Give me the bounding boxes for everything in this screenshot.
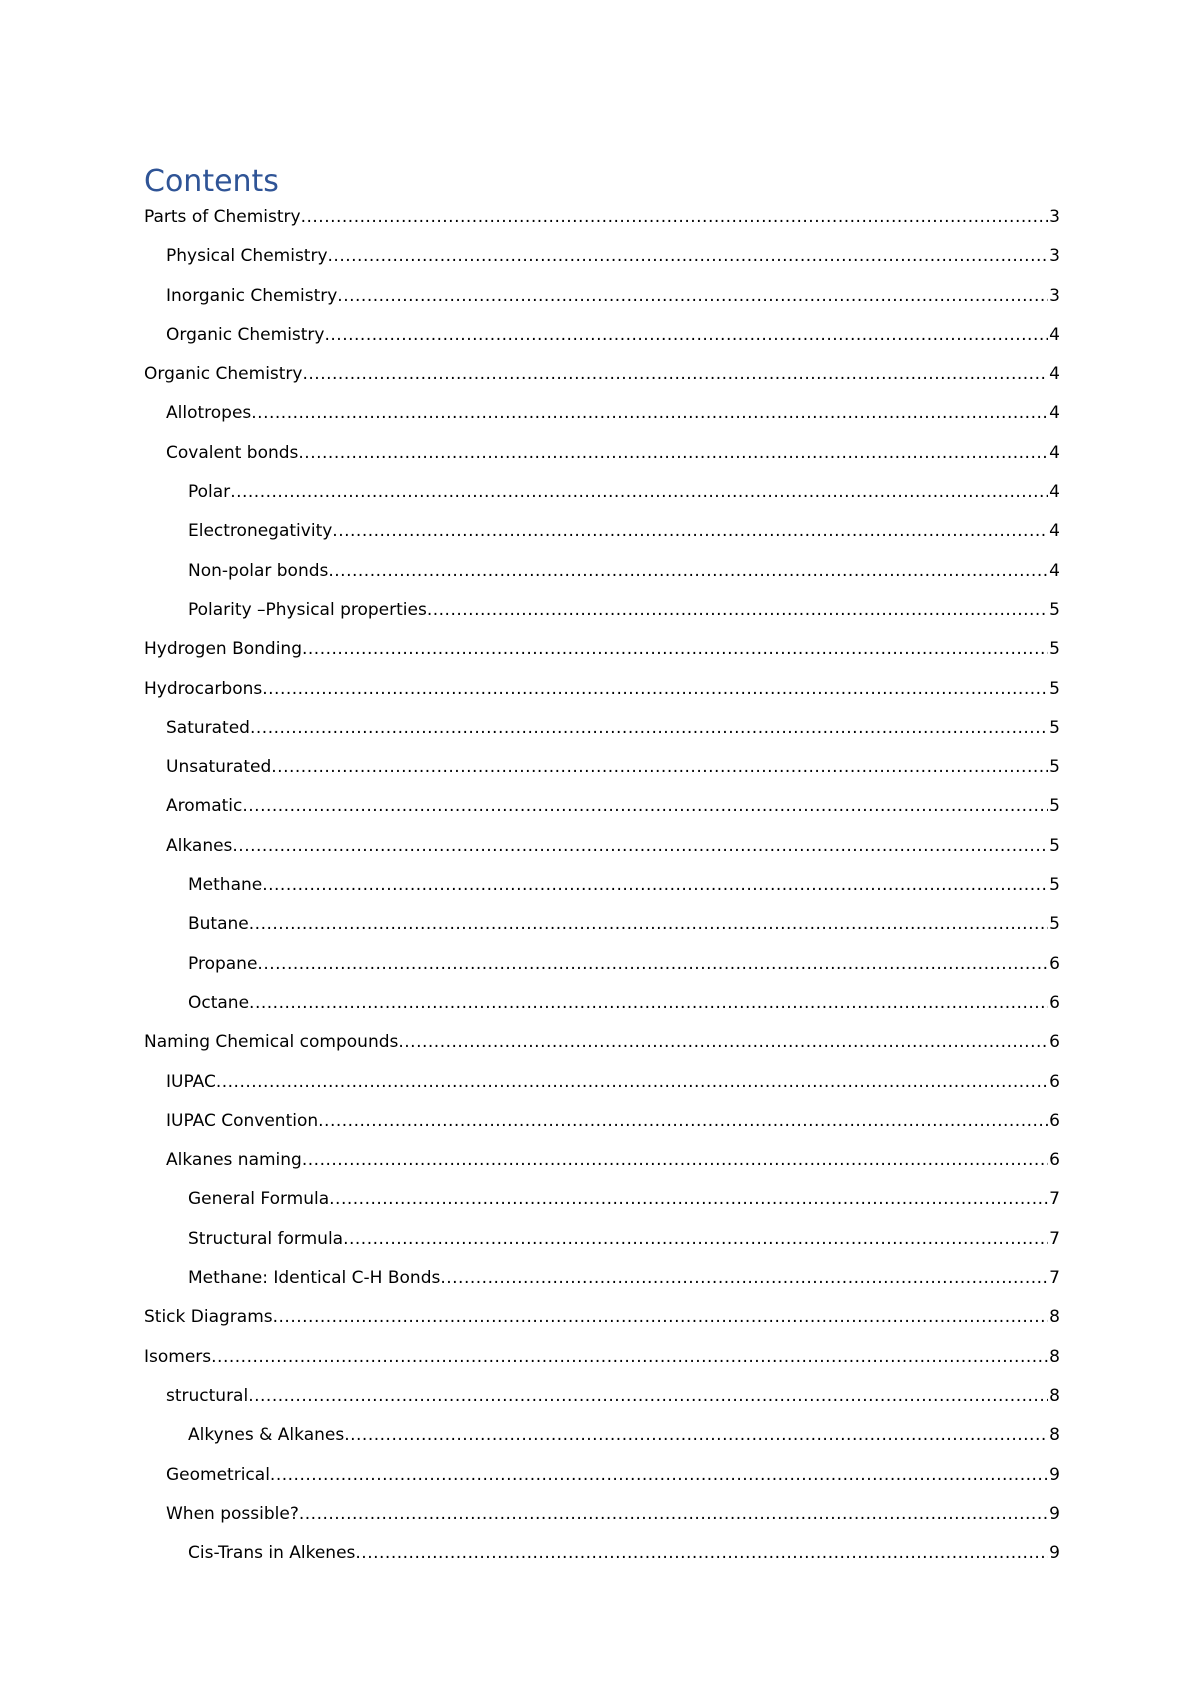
toc-dot-leader xyxy=(232,835,1048,857)
toc-dot-leader xyxy=(329,1188,1048,1210)
toc-entry[interactable] xyxy=(144,756,1060,795)
toc-page-number[interactable]: 4 xyxy=(1049,324,1060,345)
toc-entry-title[interactable]: Physical Chemistry xyxy=(166,246,328,267)
toc-entry[interactable] xyxy=(144,835,1060,874)
toc-page-number[interactable]: 5 xyxy=(1049,835,1060,856)
toc-page-number[interactable]: 3 xyxy=(1049,246,1060,267)
toc-entry-title[interactable]: Unsaturated xyxy=(166,757,272,778)
toc-entry[interactable] xyxy=(144,1542,1060,1581)
toc-dot-leader xyxy=(249,913,1048,935)
toc-dot-leader xyxy=(250,717,1048,739)
toc-entry[interactable] xyxy=(144,1071,1060,1110)
toc-entry-title[interactable]: Parts of Chemistry xyxy=(144,207,301,227)
toc-page-number[interactable]: 6 xyxy=(1049,953,1060,974)
toc-entry-title[interactable]: General Formula xyxy=(188,1189,330,1210)
toc-page-number[interactable]: 5 xyxy=(1049,678,1060,699)
toc-entry-title[interactable]: Organic Chemistry xyxy=(166,324,325,345)
toc-page-number[interactable]: 6 xyxy=(1049,1032,1060,1053)
toc-entry[interactable] xyxy=(144,678,1060,717)
toc-entry-title[interactable]: Stick Diagrams xyxy=(144,1307,273,1328)
toc-page-number[interactable]: 5 xyxy=(1049,639,1060,660)
toc-dot-leader xyxy=(216,1071,1048,1093)
toc-entry-title[interactable]: Polarity –Physical properties xyxy=(188,599,427,620)
toc-entry-title[interactable]: Covalent bonds xyxy=(166,442,299,463)
toc-entry[interactable] xyxy=(144,520,1060,559)
toc-dot-leader xyxy=(262,874,1048,896)
toc-entry[interactable] xyxy=(144,992,1060,1031)
toc-dot-leader xyxy=(248,1385,1048,1407)
toc-entry[interactable] xyxy=(144,795,1060,834)
toc-heading: Contents xyxy=(144,164,279,199)
toc-page-number[interactable]: 8 xyxy=(1049,1385,1060,1406)
toc-dot-leader xyxy=(302,1149,1048,1171)
toc-entry-title[interactable]: Aromatic xyxy=(166,796,243,817)
toc-dot-leader xyxy=(301,206,1049,228)
toc-entry-title[interactable]: Geometrical xyxy=(166,1464,270,1485)
toc-page-number[interactable]: 6 xyxy=(1049,992,1060,1013)
toc-page-number[interactable]: 5 xyxy=(1049,757,1060,778)
toc-dot-leader xyxy=(328,245,1049,267)
toc-entry-title[interactable]: Organic Chemistry xyxy=(144,364,303,385)
toc-entry-title[interactable]: Inorganic Chemistry xyxy=(166,285,338,306)
toc-dot-leader xyxy=(249,992,1048,1014)
toc-entry[interactable] xyxy=(144,874,1060,913)
toc-entry-title[interactable]: Methane: Identical C-H Bonds xyxy=(188,1268,441,1289)
toc-dot-leader xyxy=(355,1542,1048,1564)
toc-page-number[interactable]: 9 xyxy=(1049,1503,1060,1524)
toc-dot-leader xyxy=(251,402,1048,424)
toc-dot-leader xyxy=(257,953,1048,975)
toc-entry-title[interactable]: Non-polar bonds xyxy=(188,560,329,581)
toc-page-number[interactable]: 5 xyxy=(1049,796,1060,817)
toc-dot-leader xyxy=(271,756,1048,778)
toc-entry[interactable] xyxy=(144,324,1060,363)
toc-page-number[interactable]: 6 xyxy=(1049,1150,1060,1171)
toc-entry[interactable] xyxy=(144,1503,1060,1542)
toc-page-number[interactable]: 4 xyxy=(1049,521,1060,542)
toc-entry-title[interactable]: Structural formula xyxy=(188,1228,344,1249)
toc-page-number[interactable]: 4 xyxy=(1049,560,1060,581)
toc-entry-title[interactable]: Naming Chemical compounds xyxy=(144,1032,399,1053)
toc-page-number[interactable]: 8 xyxy=(1049,1346,1060,1367)
toc-dot-leader xyxy=(332,520,1048,542)
toc-dot-leader xyxy=(273,1306,1049,1328)
toc-page-number[interactable]: 4 xyxy=(1049,442,1060,463)
toc-entry[interactable] xyxy=(144,1031,1060,1070)
toc-dot-leader xyxy=(398,1031,1048,1053)
toc-entry[interactable] xyxy=(144,717,1060,756)
toc-entry-title[interactable]: Hydrogen Bonding xyxy=(144,639,302,660)
toc-entry[interactable] xyxy=(144,560,1060,599)
toc-dot-leader xyxy=(303,363,1049,385)
toc-dot-leader xyxy=(440,1267,1048,1289)
toc-entry[interactable] xyxy=(144,1464,1060,1503)
toc-dot-leader xyxy=(242,795,1048,817)
toc-entry[interactable] xyxy=(144,206,1060,245)
toc-entry-title[interactable]: Saturated xyxy=(166,717,250,738)
toc-entry[interactable] xyxy=(144,363,1060,402)
toc-dot-leader xyxy=(302,638,1048,660)
toc-dot-leader xyxy=(328,560,1048,582)
toc-entry[interactable] xyxy=(144,953,1060,992)
toc-dot-leader xyxy=(325,324,1049,346)
toc-entry[interactable] xyxy=(144,1424,1060,1463)
toc-entry-title[interactable]: Octane xyxy=(188,992,250,1013)
toc-page-number[interactable]: 9 xyxy=(1049,1464,1060,1485)
toc-page-number[interactable]: 5 xyxy=(1049,914,1060,935)
toc-page-number[interactable]: 8 xyxy=(1049,1307,1060,1328)
toc-entry-title[interactable]: Butane xyxy=(188,914,249,935)
toc-entry-title[interactable]: When possible? xyxy=(166,1503,299,1524)
toc-entry-title[interactable]: Isomers xyxy=(144,1346,212,1367)
toc-entry[interactable] xyxy=(144,245,1060,284)
toc-entry[interactable] xyxy=(144,1228,1060,1267)
toc-entry[interactable] xyxy=(144,1110,1060,1149)
toc-page-number[interactable]: 8 xyxy=(1049,1425,1060,1446)
toc-dot-leader xyxy=(337,285,1048,307)
toc-page-number[interactable]: 6 xyxy=(1049,1071,1060,1092)
toc-entry-title[interactable]: Alkynes & Alkanes xyxy=(188,1425,345,1446)
toc-entry[interactable] xyxy=(144,285,1060,324)
toc-page-number[interactable]: 5 xyxy=(1049,599,1060,620)
toc-page-number[interactable]: 7 xyxy=(1049,1268,1060,1289)
toc-entry[interactable] xyxy=(144,1306,1060,1345)
toc-entry-title[interactable]: Polar xyxy=(188,482,231,503)
toc-dot-leader xyxy=(230,481,1048,503)
toc-page-number[interactable]: 7 xyxy=(1049,1228,1060,1249)
toc-entry[interactable] xyxy=(144,1267,1060,1306)
toc-entry-title[interactable]: IUPAC Convention xyxy=(166,1110,319,1131)
toc-entry[interactable] xyxy=(144,638,1060,677)
toc-entry[interactable] xyxy=(144,1149,1060,1188)
toc-entry[interactable] xyxy=(144,442,1060,481)
toc-entry[interactable] xyxy=(144,402,1060,441)
toc-page-number[interactable]: 3 xyxy=(1049,285,1060,306)
toc-page-number[interactable]: 6 xyxy=(1049,1110,1060,1131)
toc-dot-leader xyxy=(344,1424,1048,1446)
toc-page-number[interactable]: 4 xyxy=(1049,364,1060,385)
toc-entry[interactable] xyxy=(144,599,1060,638)
toc-entry-title[interactable]: Propane xyxy=(188,953,258,974)
toc-entry[interactable] xyxy=(144,481,1060,520)
toc-page-number[interactable]: 5 xyxy=(1049,717,1060,738)
toc-entry-title[interactable]: Cis-Trans in Alkenes xyxy=(188,1543,356,1564)
toc-dot-leader xyxy=(427,599,1048,621)
toc-page-number[interactable]: 3 xyxy=(1049,207,1060,227)
toc-entry[interactable] xyxy=(144,1346,1060,1385)
toc-dot-leader xyxy=(318,1110,1048,1132)
toc-dot-leader xyxy=(270,1464,1048,1486)
toc-entry-title[interactable]: Alkanes naming xyxy=(166,1150,302,1171)
toc-entry-title[interactable]: structural xyxy=(166,1385,249,1406)
toc-entry-title[interactable]: Hydrocarbons xyxy=(144,678,263,699)
toc-entry-title[interactable]: IUPAC xyxy=(166,1071,216,1092)
toc-page-number[interactable]: 4 xyxy=(1049,403,1060,424)
toc-dot-leader xyxy=(298,442,1048,464)
table-of-contents xyxy=(144,206,1060,1581)
toc-entry-title[interactable]: Methane xyxy=(188,875,263,896)
toc-entry[interactable] xyxy=(144,1188,1060,1227)
toc-dot-leader xyxy=(299,1503,1048,1525)
toc-entry-title[interactable]: Electronegativity xyxy=(188,521,333,542)
toc-entry[interactable] xyxy=(144,913,1060,952)
toc-page-number[interactable]: 5 xyxy=(1049,875,1060,896)
toc-entry-title[interactable]: Alkanes xyxy=(166,835,233,856)
toc-entry-title[interactable]: Allotropes xyxy=(166,403,252,424)
toc-page-number[interactable]: 7 xyxy=(1049,1189,1060,1210)
toc-page-number[interactable]: 9 xyxy=(1049,1543,1060,1564)
toc-page-number[interactable]: 4 xyxy=(1049,482,1060,503)
toc-dot-leader xyxy=(262,678,1048,700)
toc-dot-leader xyxy=(211,1346,1048,1368)
toc-entry[interactable] xyxy=(144,1385,1060,1424)
toc-dot-leader xyxy=(343,1228,1048,1250)
